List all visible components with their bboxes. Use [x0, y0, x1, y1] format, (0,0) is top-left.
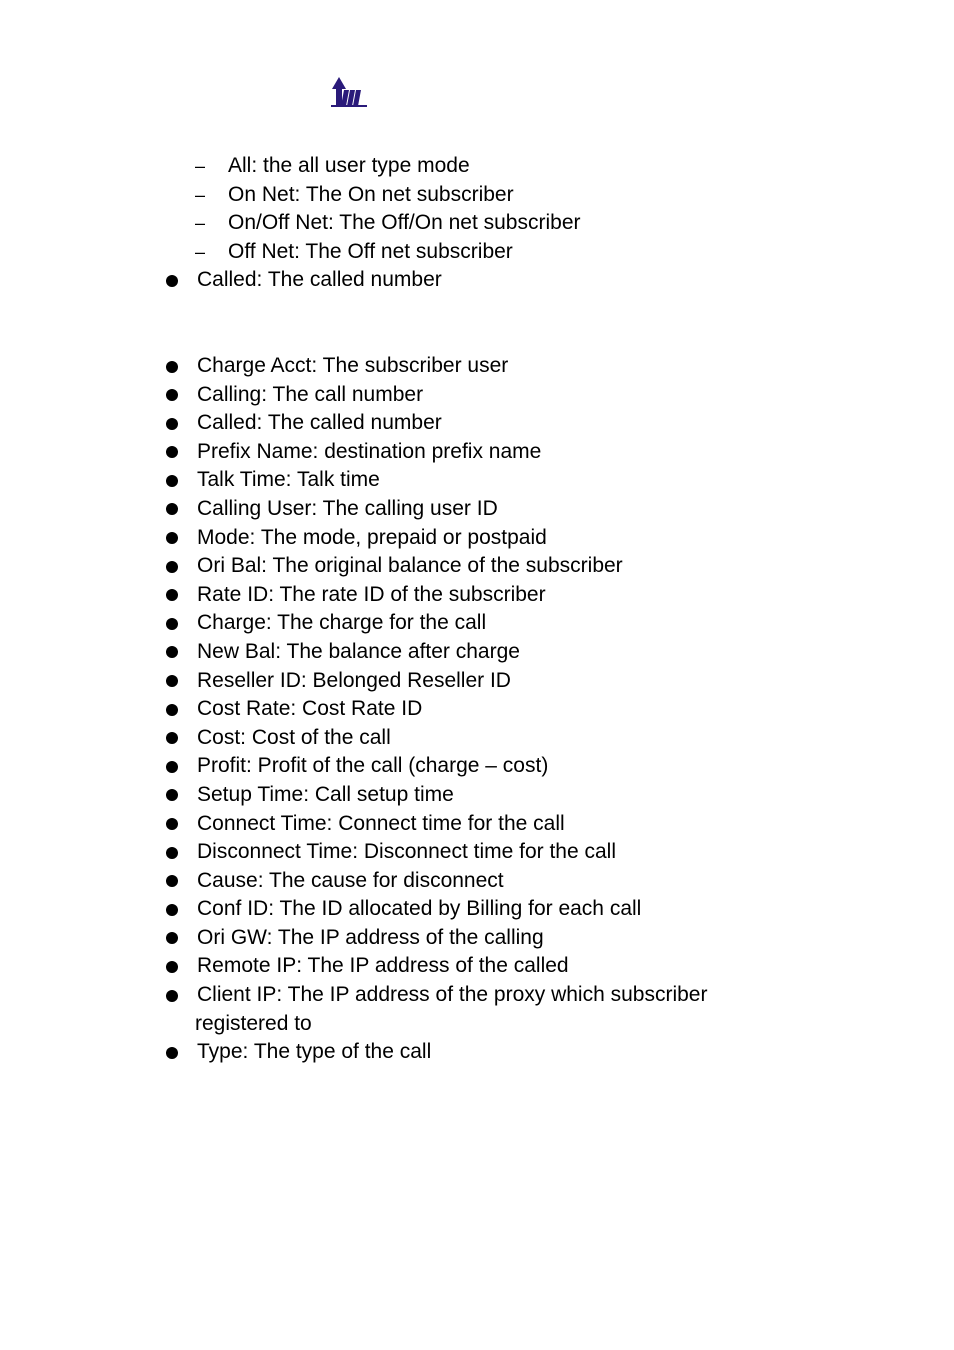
company-logo-icon [331, 76, 367, 108]
list-item: Rate ID: The rate ID of the subscriber [165, 581, 781, 610]
bullet-icon [166, 847, 178, 859]
bullet-icon [166, 446, 178, 458]
list-item: Mode: The mode, prepaid or postpaid [165, 524, 781, 553]
list-item: New Bal: The balance after charge [165, 638, 781, 667]
bullet-icon [166, 1047, 178, 1059]
bullet-icon [166, 561, 178, 573]
list-item: Prefix Name: destination prefix name [165, 438, 781, 467]
bullet-icon [166, 389, 178, 401]
bullet-icon [166, 646, 178, 658]
list-item: Ori GW: The IP address of the calling [165, 924, 781, 953]
bullet-icon [166, 618, 178, 630]
list-item: Cause: The cause for disconnect [165, 867, 781, 896]
bullet-icon [166, 589, 178, 601]
list-item: Remote IP: The IP address of the called [165, 952, 781, 981]
list-item: Calling User: The calling user ID [165, 495, 781, 524]
dash-marker: – [195, 156, 206, 176]
list-item: Called: The called number [165, 409, 781, 438]
dash-marker: – [195, 184, 206, 205]
list-item-client-ip: Client IP: The IP address of the proxy which subscriber registered to [165, 981, 781, 1038]
list-item: Profit: Profit of the call (charge – cost) [165, 752, 781, 781]
list-item: Talk Time: Talk time [165, 466, 781, 495]
list-item: Conf ID: The ID allocated by Billing for each call [165, 895, 781, 924]
list-item: Called: The called number [165, 266, 781, 295]
bullet-icon [166, 475, 178, 487]
bullet-icon [166, 418, 178, 430]
list-item: Calling: The call number [165, 381, 781, 410]
list-item: Type: The type of the call [165, 1038, 781, 1067]
list-item: Charge: The charge for the call [165, 609, 781, 638]
list-item: Setup Time: Call setup time [165, 781, 781, 810]
bullet-icon [166, 675, 178, 687]
bullet-icon [166, 875, 178, 887]
bullet-icon [166, 361, 178, 373]
list-item: Cost: Cost of the call [165, 724, 781, 753]
dash-marker: – [195, 241, 206, 262]
dash-marker: – [195, 213, 206, 234]
bullet-icon [166, 990, 178, 1002]
list-item: Connect Time: Connect time for the call [165, 810, 781, 839]
bullet-icon [166, 789, 178, 801]
field-list-a [165, 266, 781, 295]
bullet-icon [166, 732, 178, 744]
bullet-icon [166, 275, 178, 287]
list-item: Reseller ID: Belonged Reseller ID [165, 667, 781, 696]
bullet-icon [166, 761, 178, 773]
bullet-icon [166, 704, 178, 716]
list-item: Ori Bal: The original balance of the subscriber [165, 552, 781, 581]
bullet-icon [166, 904, 178, 916]
bullet-icon [166, 818, 178, 830]
bullet-icon [166, 503, 178, 515]
list-item: Charge Acct: The subscriber user [165, 352, 781, 381]
bullet-icon [166, 932, 178, 944]
field-list-b [165, 352, 781, 1067]
bullet-icon [166, 532, 178, 544]
list-item: Cost Rate: Cost Rate ID [165, 695, 781, 724]
bullet-icon [166, 961, 178, 973]
list-item: Disconnect Time: Disconnect time for the call [165, 838, 781, 867]
